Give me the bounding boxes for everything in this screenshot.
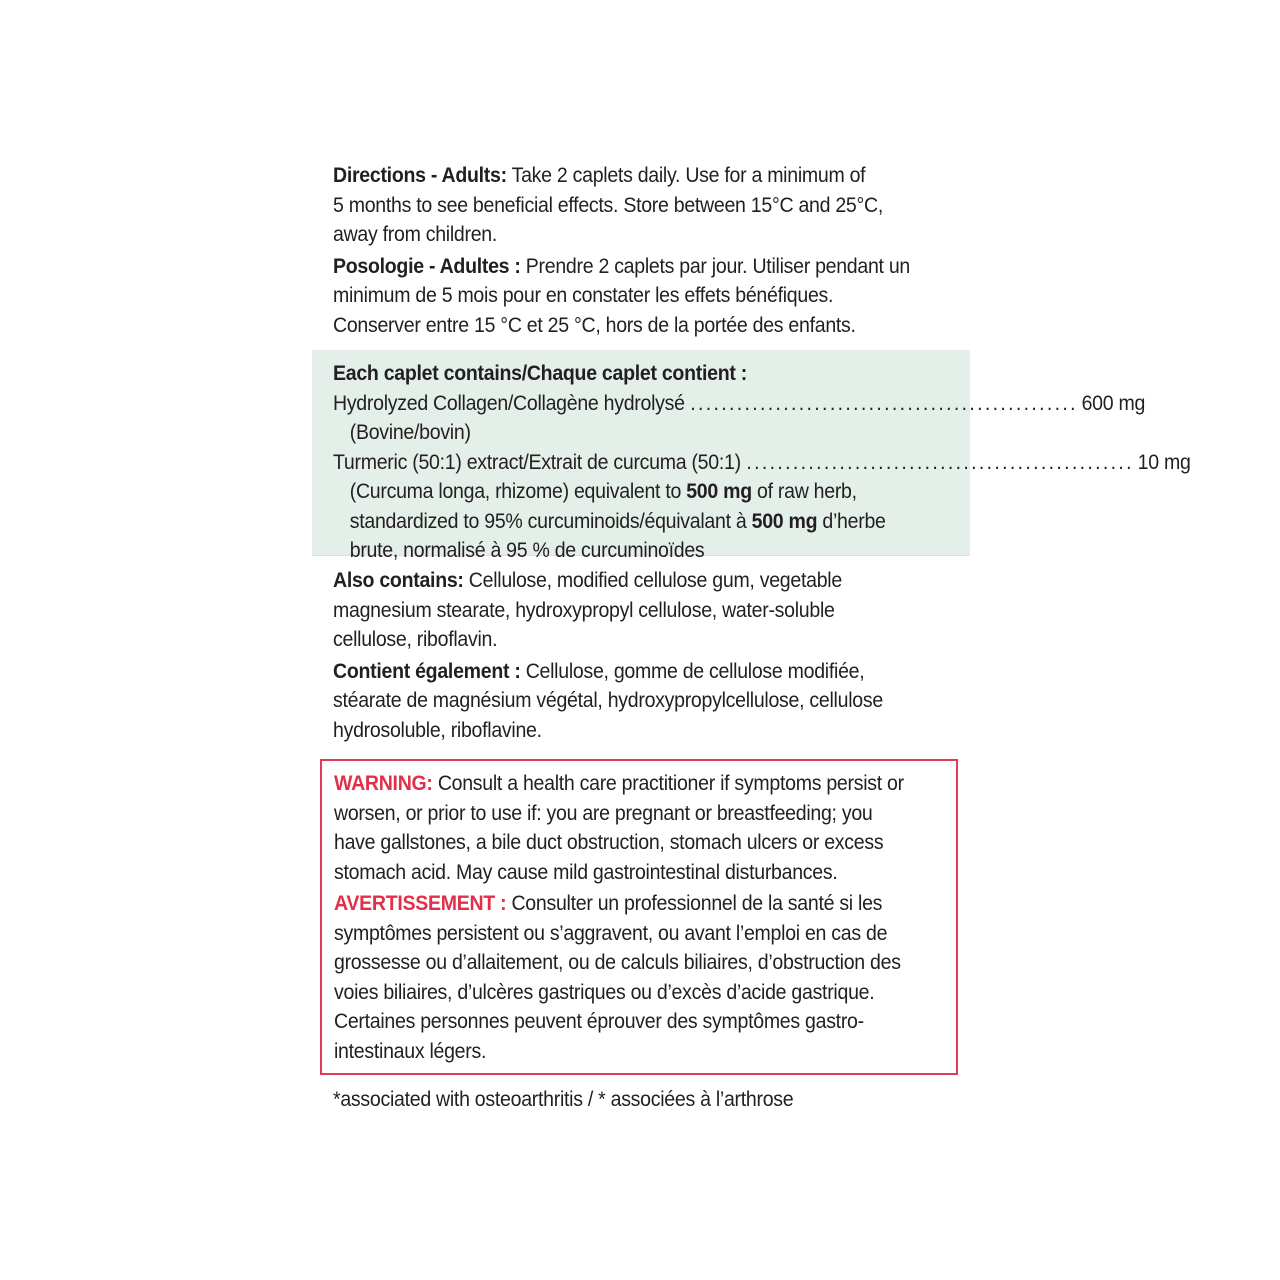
ingredient-row-turmeric bbox=[333, 448, 1191, 478]
warning-en-label: WARNING: bbox=[334, 772, 433, 795]
ingredient-name: Turmeric (50:1) extract/Extrait de curcuma (50:1) bbox=[333, 450, 741, 474]
ingredient-amount: 600 mg bbox=[1081, 391, 1146, 415]
ingredient-source: (Bovine/bovin) bbox=[349, 421, 471, 444]
also-contains-en: Also contains: Cellulose, modified cellulose gum, vegetable magnesium stearate, hydroxypropyl cellulose, water-soluble cellulose, riboflavin. bbox=[333, 569, 842, 651]
ingredients-box bbox=[312, 350, 1191, 562]
leader-dots: .................................................. bbox=[746, 450, 1134, 474]
also-contains-fr: Contient également : Cellulose, gomme de cellulose modifiée, stéarate de magnésium végétal, hydroxypropylcellulose, cellulose hydrosoluble, riboflavine. bbox=[333, 659, 883, 742]
ingredient-detail: (Curcuma longa, rhizome) equivalent to 500 mg of raw herb, bbox=[349, 480, 857, 503]
also-contains-section bbox=[312, 566, 970, 745]
ingredients-heading: Each caplet contains/Chaque caplet contient : bbox=[333, 362, 747, 385]
ingredient-row-collagen bbox=[333, 389, 1146, 419]
ingredient-detail: brute, normalisé à 95 % de curcuminoïdes bbox=[349, 539, 705, 562]
warning-box bbox=[320, 759, 958, 1075]
leader-dots: .................................................. bbox=[690, 391, 1078, 415]
directions-en-label: Directions - Adults: bbox=[333, 164, 507, 187]
directions-section bbox=[312, 160, 970, 340]
supplement-label bbox=[312, 160, 1191, 1115]
also-contains-fr-label: Contient également : bbox=[333, 659, 521, 683]
directions-fr-label: Posologie - Adultes : bbox=[333, 254, 521, 278]
ingredient-detail: standardized to 95% curcuminoids/équivalant à 500 mg d’herbe bbox=[349, 509, 886, 533]
warning-fr-label: AVERTISSEMENT : bbox=[334, 892, 507, 915]
warning-fr: AVERTISSEMENT : Consulter un professionnel de la santé si les symptômes persistent ou s’aggravent, ou avant l’emploi en cas de grossesse ou d’allaitement, ou de calculs biliaires, d’obstruction des voies biliaires, d’ulcères gastriques ou d’excès d’acide gastrique. Certaines personnes peuvent éprouver des symptômes gastro- intestinaux légers. bbox=[334, 892, 901, 1063]
directions-fr: Posologie - Adultes : Prendre 2 caplets par jour. Utiliser pendant un minimum de 5 mois pour en constater les effets bénéfiques. Conserver entre 15 °C et 25 °C, hors de la portée des enfants. bbox=[333, 254, 911, 337]
also-contains-en-label: Also contains: bbox=[333, 569, 464, 592]
directions-en: Directions - Adults: Take 2 caplets daily. Use for a minimum of 5 months to see beneficial effects. Store between 15°C and 25°C, away from children. bbox=[333, 164, 884, 246]
footnote: *associated with osteoarthritis / * associées à l’arthrose bbox=[333, 1088, 794, 1111]
ingredient-amount: 10 mg bbox=[1137, 450, 1191, 474]
warning-en: WARNING: Consult a health care practitioner if symptoms persist or worsen, or prior to use if: you are pregnant or breastfeeding; you have gallstones, a bile duct obstruction, stomach ulcers or excess stomach acid. May cause mild gastrointestinal disturbances. bbox=[334, 772, 904, 884]
ingredient-name: Hydrolyzed Collagen/Collagène hydrolysé bbox=[333, 391, 685, 415]
